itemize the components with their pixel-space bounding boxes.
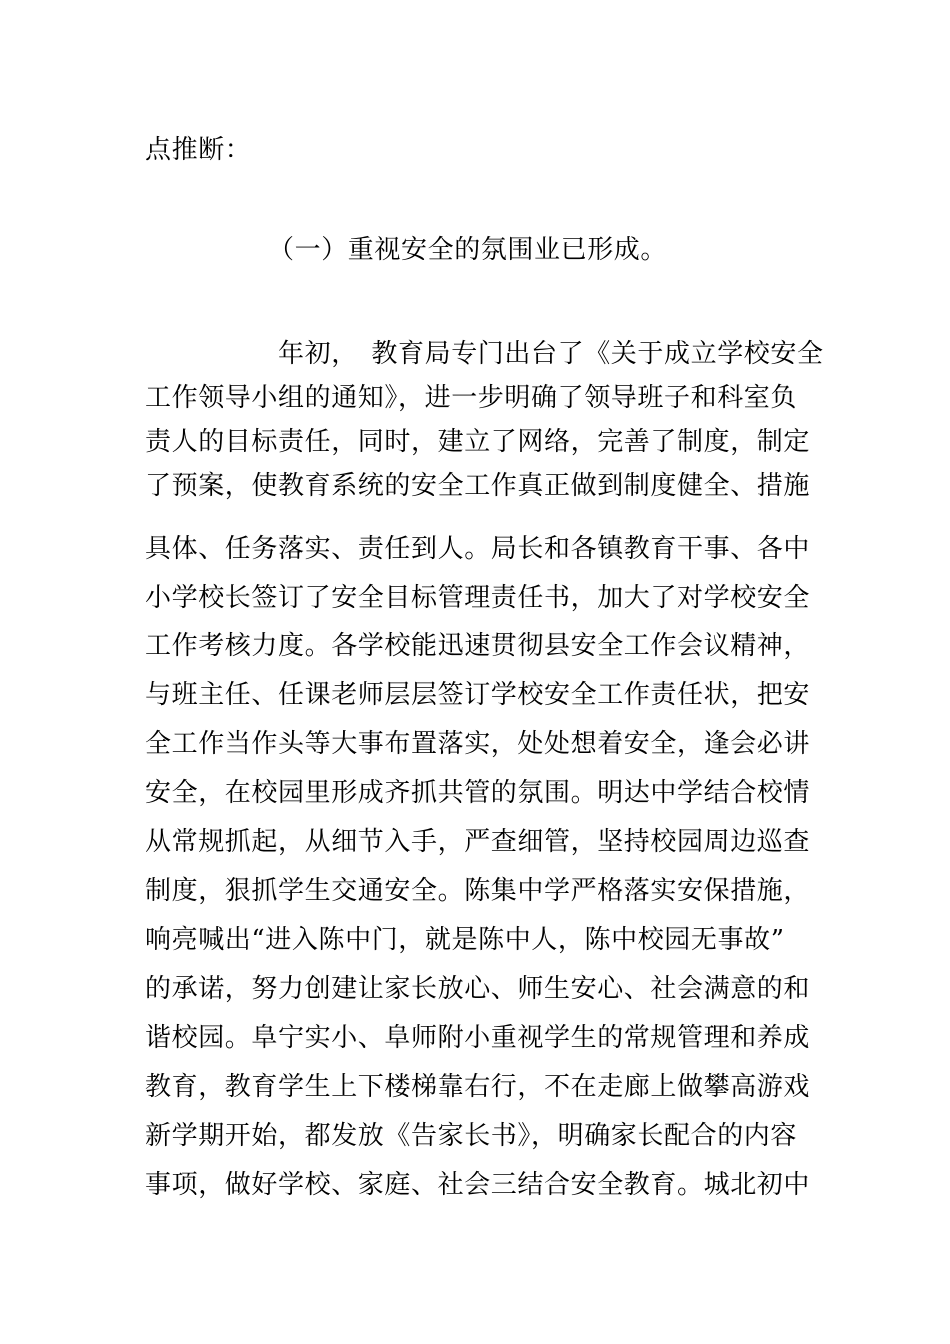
- paragraph-line: 谐校园。阜宁实小、阜师附小重视学生的常规管理和养成: [145, 1023, 811, 1053]
- paragraph-line: 小学校长签订了安全目标管理责任书，加大了对学校安全: [145, 583, 811, 613]
- paragraph-line: 安全，在校园里形成齐抓共管的氛围。明达中学结合校情: [145, 778, 811, 808]
- intro-line: 点推断：: [145, 135, 252, 165]
- section-heading: （一）重视安全的氛围业已形成。: [268, 235, 668, 265]
- paragraph-line: 年初， 教育局专门出台了《关于成立学校安全: [145, 339, 824, 369]
- paragraph-line: 全工作当作头等大事布置落实，处处想着安全，逢会必讲: [145, 729, 811, 759]
- paragraph-line: 响亮喊出“进入陈中门，就是陈中人，陈中校园无事故”: [145, 925, 785, 955]
- paragraph-line: 从常规抓起，从细节入手，严查细管，坚持校园周边巡查: [145, 827, 811, 857]
- paragraph-line: 制度，狠抓学生交通安全。陈集中学严格落实安保措施，: [145, 876, 811, 906]
- paragraph-line: 工作考核力度。各学校能迅速贯彻县安全工作会议精神，: [145, 631, 811, 661]
- paragraph-line: 了预案，使教育系统的安全工作真正做到制度健全、措施: [145, 471, 811, 501]
- paragraph-line: 教育，教育学生上下楼梯靠右行，不在走廊上做攀高游戏: [145, 1072, 811, 1102]
- paragraph-line: 事项，做好学校、家庭、社会三结合安全教育。城北初中: [145, 1170, 811, 1200]
- paragraph-line: 新学期开始，都发放《告家长书》，明确家长配合的内容: [145, 1121, 798, 1151]
- paragraph-line: 具体、任务落实、责任到人。局长和各镇教育干事、各中: [145, 534, 811, 564]
- paragraph-line: 与班主任、任课老师层层签订学校安全工作责任状，把安: [145, 680, 811, 710]
- paragraph-line: 责人的目标责任，同时，建立了网络，完善了制度，制定: [145, 427, 811, 457]
- paragraph-line: 的承诺，努力创建让家长放心、师生安心、社会满意的和: [145, 974, 811, 1004]
- paragraph-line: 工作领导小组的通知》，进一步明确了领导班子和科室负: [145, 383, 798, 413]
